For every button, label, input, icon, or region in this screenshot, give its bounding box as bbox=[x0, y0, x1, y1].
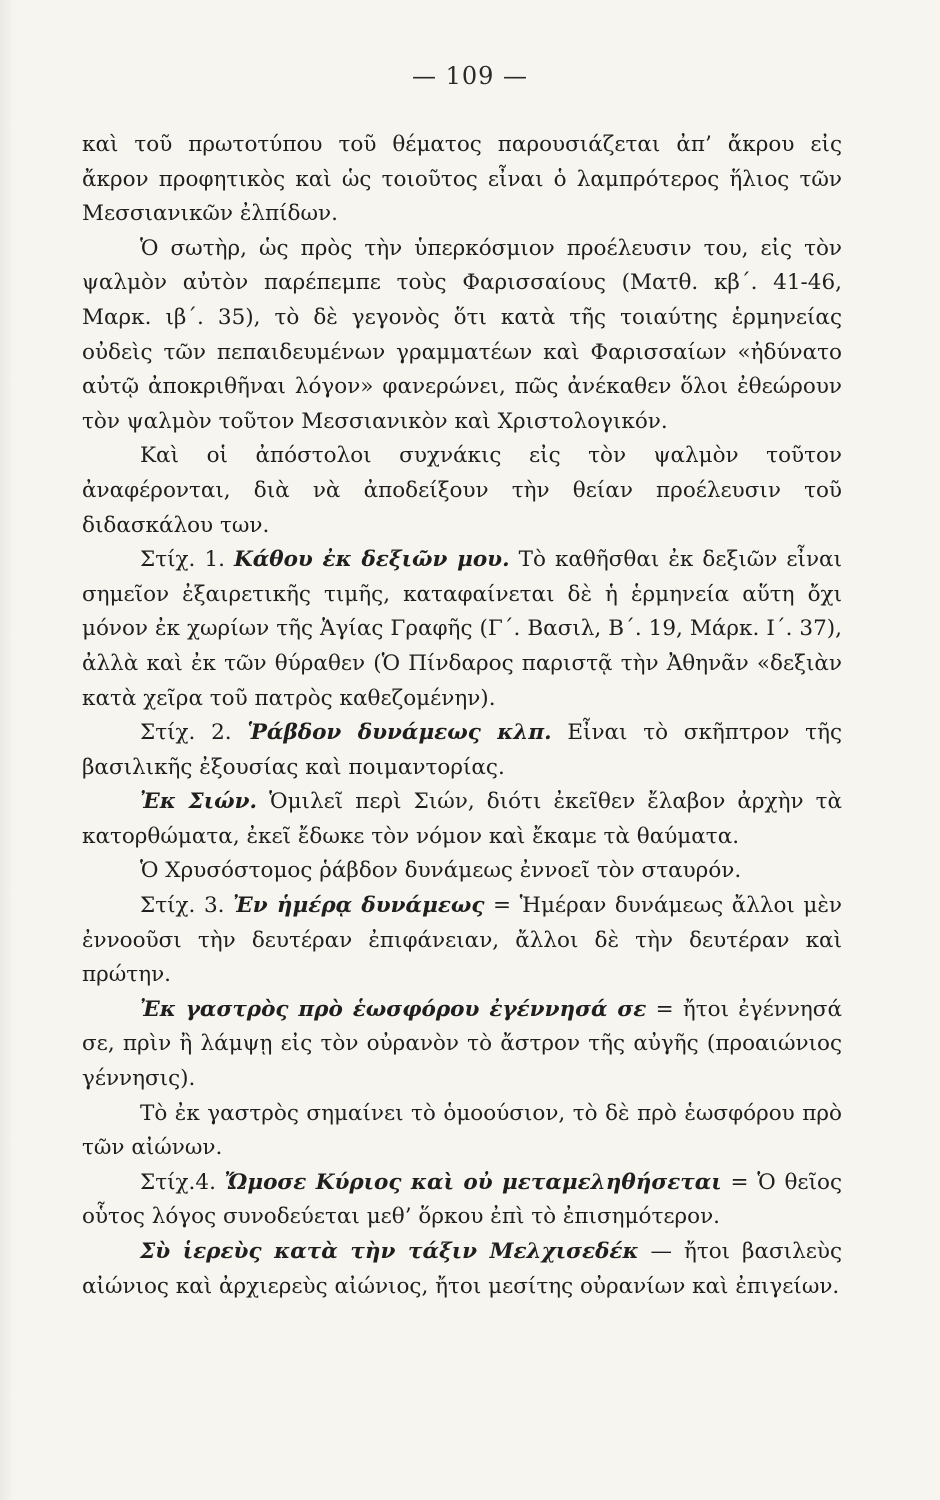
verse-4-quote: Ὤμοσε Κύριος καὶ οὐ μεταμεληθήσεται bbox=[224, 1169, 722, 1195]
verse-4-prefix: Στίχ.4. bbox=[140, 1169, 225, 1195]
paragraph-10-text: Τὸ ἐκ γαστρὸς σημαίνει τὸ ὁμοούσιον, τὸ δὲ πρὸ ἑωσφόρου πρὸ τῶν αἰώνων. bbox=[82, 1100, 842, 1161]
paragraph-3-text: Καὶ οἱ ἀπόστολοι συχνάκις εἰς τὸν ψαλμὸν τοῦτον ἀναφέρονται, διὰ νὰ ἀποδείξουν τὴν θείαν προέλευσιν τοῦ διδασκάλου των. bbox=[82, 443, 842, 538]
sion-quote: Ἐκ Σιών. bbox=[140, 789, 258, 815]
paragraph-7 bbox=[82, 854, 842, 889]
paragraph-5-text: Εἶναι τὸ σκῆπτρον τῆς βασιλικῆς ἐξουσίας καὶ ποιμαντορίας. bbox=[82, 720, 842, 780]
paragraph-11 bbox=[82, 1166, 842, 1235]
paragraph-8-text: = Ἡμέραν δυνάμεως ἄλλοι μὲν ἐννοοῦσι τὴν δευτέραν ἐπιφάνειαν, ἄλλοι δὲ τὴν δευτέραν καὶ πρώτην. bbox=[82, 893, 842, 988]
paragraph-12 bbox=[82, 1235, 842, 1304]
paragraph-6-text: Ὁμιλεῖ περὶ Σιών, διότι ἐκεῖθεν ἔλαβον ἀρχὴν τὰ κατορθώματα, ἐκεῖ ἔδωκε τὸν νόμον καὶ ἔκαμε τὰ θαύματα. bbox=[82, 789, 842, 849]
paragraph-1-text: καὶ τοῦ πρωτοτύπου τοῦ θέματος παρουσιάζεται ἀπ’ ἄκρου εἰς ἄκρον προφητικὸς καὶ ὡς τοιοῦτος εἶναι ὁ λαμπρότερος ἥλιος τῶν Μεσσιανικῶν ἐλπίδων. bbox=[82, 132, 842, 227]
paragraph-11-text: = Ὁ θεῖος οὗτος λόγος συνοδεύεται μεθ’ ὅρκου ἐπὶ τὸ ἐπισημότερον. bbox=[82, 1169, 842, 1230]
priest-quote: Σὺ ἱερεὺς κατὰ τὴν τάξιν Μελχισεδέκ bbox=[140, 1239, 639, 1264]
paragraph-12-text: — ἤτοι βασιλεὺς αἰώνιος καὶ ἀρχιερεὺς αἰώνιος, ἤτοι μεσίτης οὐρανίων καὶ ἐπιγείων. bbox=[82, 1239, 842, 1299]
verse-1-quote: Κάθου ἐκ δεξιῶν μου. bbox=[234, 547, 510, 573]
paragraph-3 bbox=[82, 439, 842, 543]
paragraph-9-text: = ἤτοι ἐγέννησά σε, πρὶν ἢ λάμψῃ εἰς τὸν οὐρανὸν τὸ ἄστρον τῆς αὐγῆς (προαιώνιος γέννησις). bbox=[82, 996, 842, 1092]
paragraph-2-text: Ὁ σωτὴρ, ὡς πρὸς τὴν ὑπερκόσμιον προέλευσιν του, εἰς τὸν ψαλμὸν αὐτὸν παρέπεμπε τοὺς Φαρισσαίους (Ματθ. κβ΄. 41-46, Μαρκ. ιβ΄. 35), τὸ δὲ γεγονὸς ὅτι κατὰ τῆς τοιαύτης ἑρμηνείας οὐδεὶς τῶν πεπαιδευμένων γραμματέων καὶ Φαρισσαίων «ἠδύνατο αὐτῷ ἀποκριθῆναι λόγον» φανερώνει, πῶς ἀνέκαθεν ὅλοι ἐθεώρουν τὸν ψαλμὸν τοῦτον Μεσσιανικὸν καὶ Χριστολογικόν. bbox=[82, 235, 842, 434]
paragraph-5 bbox=[82, 716, 842, 785]
page-body bbox=[82, 128, 842, 1304]
verse-3-prefix: Στίχ. 3. bbox=[140, 893, 234, 919]
paragraph-8 bbox=[82, 889, 842, 993]
womb-quote: Ἐκ γαστρὸς πρὸ ἑωσφόρου ἐγέννησά σε bbox=[140, 996, 647, 1022]
paragraph-6 bbox=[82, 785, 842, 854]
verse-2-quote: Ῥάβδον δυνάμεως κλπ. bbox=[247, 720, 552, 746]
paragraph-10 bbox=[82, 1097, 842, 1166]
paragraph-9 bbox=[82, 993, 842, 1097]
verse-2-prefix: Στίχ. 2. bbox=[140, 720, 248, 746]
paragraph-1 bbox=[82, 128, 842, 232]
paragraph-2 bbox=[82, 232, 842, 440]
paragraph-7-text: Ὁ Χρυσόστομος ῥάβδον δυνάμεως ἐννοεῖ τὸν σταυρόν. bbox=[140, 858, 742, 884]
verse-1-prefix: Στίχ. 1. bbox=[140, 547, 235, 573]
page-number: — 109 — bbox=[411, 62, 529, 90]
paragraph-4-text: Τὸ καθῆσθαι ἐκ δεξιῶν εἶναι σημεῖον ἐξαιρετικῆς τιμῆς, καταφαίνεται δὲ ἡ ἑρμηνεία αὕτη ὄχι μόνον ἐκ χωρίων τῆς Ἁγίας Γραφῆς (Γ΄. Βασιλ, Β΄. 19, Μάρκ. Ι΄. 37), ἀλλὰ καὶ ἐκ τῶν θύραθεν (Ὁ Πίνδαρος παριστᾷ τὴν Ἀθηνᾶν «δεξιὰν κατὰ χεῖρα τοῦ πατρὸς καθεζομένην). bbox=[82, 547, 843, 711]
paragraph-4 bbox=[82, 543, 842, 716]
verse-3-quote: Ἐν ἡμέρᾳ δυνάμεως bbox=[233, 893, 485, 919]
